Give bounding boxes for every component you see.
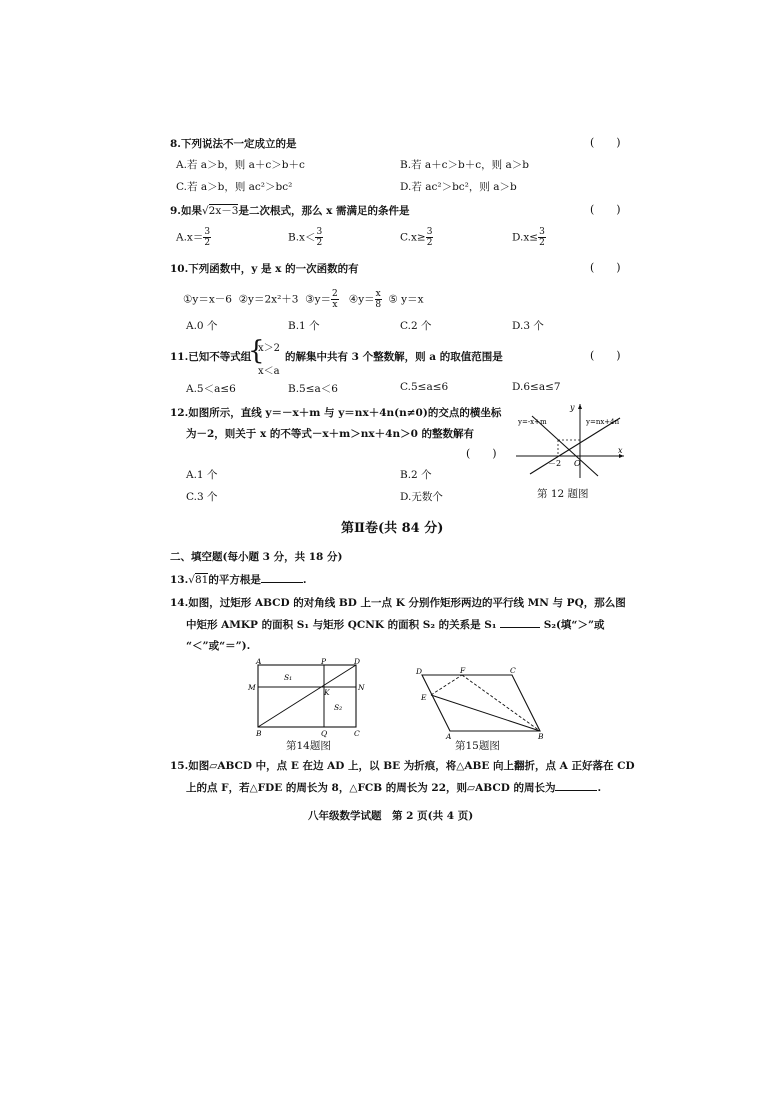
- q11-stem-post: 的解集中共有 3 个整数解，则 a 的取值范围是: [285, 351, 503, 363]
- q15-label-e: E: [421, 693, 427, 702]
- q14-label-d: D: [354, 657, 361, 666]
- q9-option-d: D.x≤ $\frac{3}{2}$: [512, 227, 545, 248]
- part2-title: 第Ⅱ卷(共 84 分): [341, 521, 444, 536]
- q15-line2: 上的点 F，若△FDE 的周长为 8，△FCB 的周长为 22，则▱ABCD 的周长为 .: [186, 782, 602, 794]
- q11-answer-paren: ( ): [590, 349, 621, 362]
- q12-label-right: y=nx+4n: [586, 418, 620, 426]
- q15-label-b: B: [538, 732, 544, 740]
- q14-label-s2: S₂: [334, 703, 343, 712]
- q15-dashed-ef: [431, 675, 462, 695]
- q14-caption: 第14题图: [286, 740, 331, 752]
- q8-option-d: D.若 ac²＞bc²，则 a＞b: [400, 181, 517, 193]
- q8-option-b: B.若 a＋c＞b＋c，则 a＞b: [400, 159, 529, 171]
- q14-label-n: N: [358, 683, 365, 692]
- q12-option-b: B.2 个: [400, 469, 432, 481]
- q15-figure: [412, 664, 552, 740]
- q14-line1: 14.如图，过矩形 ABCD 的对角线 BD 上一点 K 分别作矩形两边的平行线 MN 与 PQ，那么图: [170, 597, 626, 609]
- q14-line3: “＜”或“＝”).: [186, 640, 251, 652]
- section2-heading: 二、填空题(每小题 3 分，共 18 分): [170, 551, 343, 563]
- q8-option-a: A.若 a＞b，则 a＋c＞b＋c: [176, 159, 305, 171]
- q12-option-c: C.3 个: [186, 491, 218, 503]
- q14-label-c: C: [354, 729, 360, 738]
- q12-origin-label: O: [574, 459, 581, 468]
- q14-line2: 中矩形 AMKP 的面积 S₁ 与矩形 QCNK 的面积 S₂ 的关系是 S₁ S₂(填“＞”或: [186, 619, 605, 631]
- q14-blank[interactable]: [500, 627, 540, 628]
- q14-label-a: A: [256, 657, 262, 666]
- q14-label-s1: S₁: [284, 673, 293, 682]
- q14-figure: [244, 656, 370, 738]
- q12-x-label: x: [618, 446, 623, 455]
- q15-label-d: D: [416, 667, 423, 676]
- q9-option-c: C.x≥ $\frac{3}{2}$: [400, 227, 433, 248]
- q12-minus2-label: －2: [548, 459, 562, 468]
- q9-answer-paren: ( ): [590, 203, 621, 216]
- q12-answer-paren: ( ): [466, 447, 497, 460]
- q12-y-label: y: [570, 403, 575, 412]
- q14-label-k: K: [324, 688, 330, 697]
- q13-stem: 13.√81的平方根是 .: [170, 574, 307, 586]
- q10-option-b: B.1 个: [288, 320, 320, 332]
- q12-stem-line2: 为－2，则关于 x 的不等式－x＋m＞nx＋4n＞0 的整数解有: [186, 428, 475, 440]
- q15-label-f: F: [460, 666, 466, 675]
- q11-option-a: A.5＜a≤6: [186, 383, 236, 395]
- q8-answer-paren: ( ): [590, 136, 621, 149]
- q9-radicand: 2x－3: [208, 205, 239, 217]
- q9-stem-post: 是二次根式，那么 x 需满足的条件是: [238, 205, 410, 217]
- q14-label-p: P: [321, 657, 327, 666]
- q10-option-c: C.2 个: [400, 320, 432, 332]
- q9-option-a: A.x＝ $\frac{3}{2}$: [176, 227, 211, 248]
- q10-option-a: A.0 个: [186, 320, 218, 332]
- q8-stem: 8.下列说法不一定成立的是: [170, 138, 297, 150]
- q14-diagonal-bd: [258, 665, 356, 727]
- q15-line1: 15.如图▱ABCD 中，点 E 在边 AD 上，以 BE 为折痕，将△ABE 向上翻折，点 A 正好落在 CD: [170, 760, 635, 772]
- q15-label-a: A: [446, 732, 452, 740]
- q8-option-c: C.若 a＞b，则 ac²＞bc²: [176, 181, 293, 193]
- q12-caption: 第 12 题图: [537, 488, 589, 500]
- q15-dashed-fb: [462, 675, 540, 731]
- q11-inequality-1: x＞2: [258, 343, 281, 354]
- q10-functions: ①y＝x－6 ②y＝2x²＋3 ③y＝ $\frac{2}{x}$ ④y＝ $\frac{x}{8}$ ⑤ y＝x: [183, 289, 424, 310]
- q14-label-b: B: [256, 729, 262, 738]
- q15-label-c: C: [510, 666, 516, 675]
- q13-blank[interactable]: [261, 582, 303, 583]
- q12-y-arrow: [578, 404, 582, 409]
- q9-stem: 9.如果√2x－3是二次根式，那么 x 需满足的条件是: [170, 205, 410, 217]
- q12-option-d: D.无数个: [400, 491, 443, 503]
- q12-label-left: y=-x+m: [518, 418, 547, 426]
- q15-parallelogram: [422, 675, 540, 731]
- q11-option-b: B.5≤a＜6: [288, 383, 338, 395]
- q14-label-m: M: [248, 683, 256, 692]
- q11-option-c: C.5≤a≤6: [400, 381, 449, 393]
- q15-blank[interactable]: [555, 790, 597, 791]
- q9-option-b: B.x＜ $\frac{3}{2}$: [288, 227, 323, 248]
- page-footer: 八年级数学试题 第 2 页(共 4 页): [308, 810, 474, 822]
- q12-figure: [512, 398, 630, 480]
- q12-option-a: A.1 个: [186, 469, 218, 481]
- q9-stem-pre: 9.如果: [170, 205, 202, 217]
- q11-stem-pre: 11.已知不等式组: [170, 351, 252, 363]
- q11-brace: {: [248, 336, 265, 366]
- q11-inequality-2: x＜a: [258, 366, 280, 377]
- q12-stem-line1: 12.如图所示，直线 y＝－x＋m 与 y＝nx＋4n(n≠0)的交点的横坐标: [170, 407, 502, 419]
- q10-stem: 10.下列函数中，y 是 x 的一次函数的有: [170, 263, 359, 275]
- q10-answer-paren: ( ): [590, 261, 621, 274]
- q11-option-d: D.6≤a≤7: [512, 381, 561, 393]
- q10-option-d: D.3 个: [512, 320, 544, 332]
- q14-label-q: Q: [321, 729, 328, 738]
- q15-caption: 第15题图: [455, 740, 500, 752]
